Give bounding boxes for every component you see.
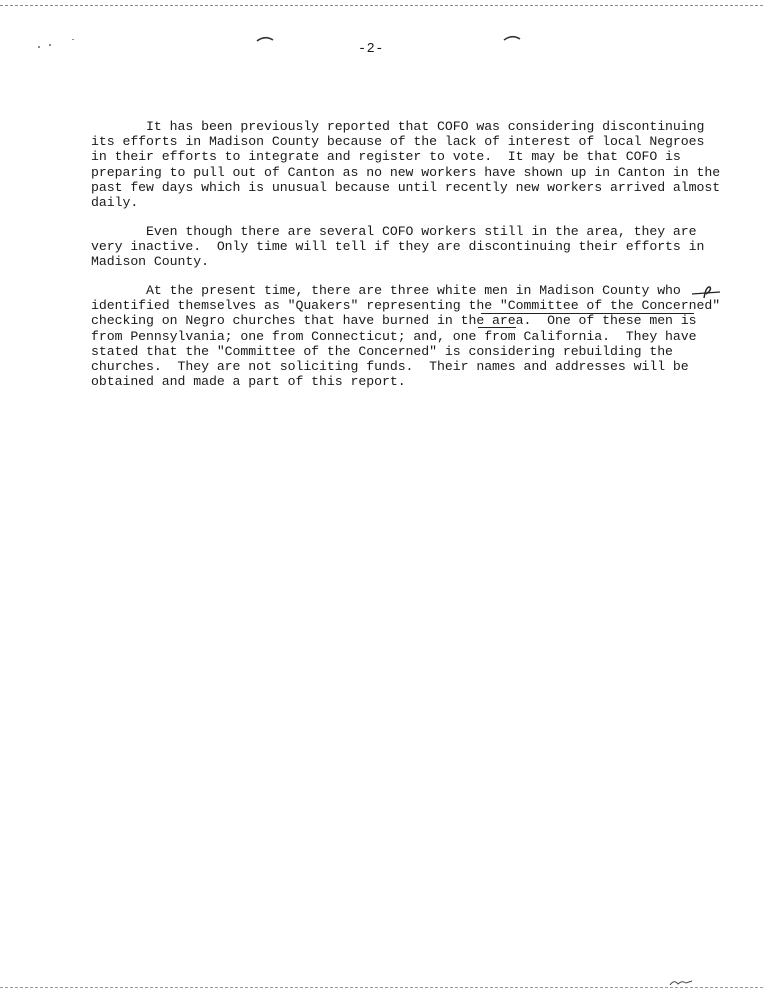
scan-speck [38,46,40,48]
text-line: its efforts in Madison County because of the lack of interest of local Negroes [91,134,705,150]
scan-speck [72,39,74,40]
paragraph-workers-inactive [91,224,705,270]
bottom-edge-rule [0,987,763,988]
text-line: Even though there are several COFO workers still in the area, they are [91,224,697,239]
text-line: very inactive. Only time will tell if they are discontinuing their efforts in [91,239,705,255]
text-line: daily. [91,195,139,211]
handwritten-margin-mark [691,284,721,300]
punch-mark [256,36,274,42]
paragraph-quakers [91,283,721,390]
scan-speck [49,44,51,46]
page-number: -2- [358,42,384,57]
text-line: At the present time, there are three white men in Madison County who [91,283,681,298]
text-line: past few days which is unusual because until recently new workers arrived almost [91,179,721,195]
punch-mark [503,35,521,41]
handwritten-initials [668,977,694,987]
handwritten-underline [478,327,516,328]
paragraph-cofo-discontinuing [91,119,721,211]
text-line: stated that the "Committee of the Concerned" is considering rebuilding the [91,343,673,359]
text-line: preparing to pull out of Canton as no new workers have shown up in Canton in the [91,164,721,180]
text-line: It has been previously reported that COFO was considering discontinuing [91,119,705,134]
text-line: churches. They are not soliciting funds. Their names and addresses will be [91,359,689,375]
handwritten-underline [481,313,694,314]
text-line: in their efforts to integrate and register to vote. It may be that COFO is [91,149,681,165]
text-line: Madison County. [91,254,209,270]
text-line: checking on Negro churches that have burned in the area. One of these men is [91,313,697,329]
text-line: obtained and made a part of this report. [91,374,406,390]
text-line: identified themselves as "Quakers" representing the "Committee of the Concerned" [91,298,721,314]
text-line: from Pennsylvania; one from Connecticut; and, one from California. They have [91,328,697,344]
top-edge-rule [0,5,763,6]
